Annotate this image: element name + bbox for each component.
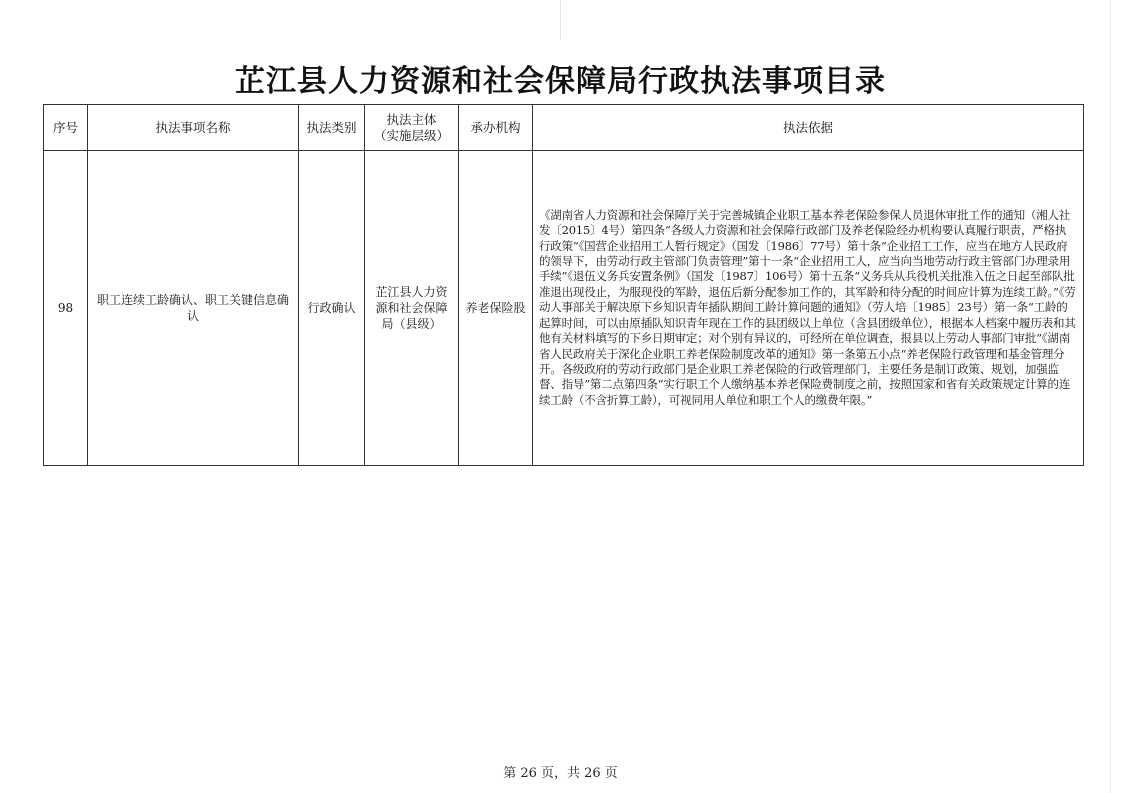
cell-subject: 芷江县人力资源和社会保障局（县级） — [365, 151, 459, 466]
table-row — [44, 151, 1084, 466]
header-department: 承办机构 — [459, 105, 533, 151]
cell-seq: 98 — [44, 151, 88, 466]
cell-item-name: 职工连续工龄确认、职工关键信息确认 — [88, 151, 299, 466]
header-seq: 序号 — [44, 105, 88, 151]
header-subject-line1: 执法主体 — [386, 111, 437, 127]
header-subject-line2: （实施层级） — [373, 127, 449, 143]
header-basis: 执法依据 — [533, 105, 1084, 151]
header-category: 执法类别 — [299, 105, 365, 151]
table-header-row — [44, 105, 1084, 151]
header-subject — [365, 105, 459, 151]
cell-department: 养老保险股 — [459, 151, 533, 466]
header-item-name: 执法事项名称 — [88, 105, 299, 151]
scan-fold-line — [560, 0, 561, 40]
page-footer: 第 26 页，共 26 页 — [503, 766, 618, 781]
enforcement-items-table — [43, 104, 1084, 466]
cell-category: 行政确认 — [299, 151, 365, 466]
scan-edge-line — [1110, 0, 1111, 793]
document-title: 芷江县人力资源和社会保障局行政执法事项目录 — [235, 64, 886, 99]
cell-basis: 《湖南省人力资源和社会保障厅关于完善城镇企业职工基本养老保险参保人员退休审批工作的通知（湘人社发〔2015〕4号）第四条“各级人力资源和社会保障行政部门及养老保险经办机构要认真履行职责，严格执行政策”《国营企业招用工人暂行规定》（国发〔1986〕77号）第十条“企业招工工作，应当在地方人民政府的领导下，由劳动行政主管部门负责管理”第十一条“企业招用工人，应当向当地劳动行政主管部门办理录用手续”《退伍义务兵安置条例》（国发〔1987〕106号）第十五条“义务兵从兵役机关批准入伍之日起至部队批准退出现役止，为服现役的军龄，退伍后新分配参加工作的，其军龄和待分配的时间应计算为连续工龄。”《劳动人事部关于解决原下乡知识青年插队期间工龄计算问题的通知》（劳人培〔1985〕23号）第一条“工龄的起算时间，可以由原插队知识青年现在工作的县团级以上单位（含县团级单位），根据本人档案中履历表和其他有关材料填写的下乡日期审定；对个别有异议的，可经所在单位调查，报县以上劳动人事部门审批”《湖南省人民政府关于深化企业职工养老保险制度改革的通知》第一条第五小点“养老保险行政管理和基金管理分开。各级政府的劳动行政部门是企业职工养老保险的行政管理部门，主要任务是制订政策、规划，加强监督、指导”第二点第四条“实行职工个人缴纳基本养老保险费制度之前，按照国家和省有关政策规定计算的连续工龄（不含折算工龄），可视同用人单位和职工个人的缴费年限。” — [533, 151, 1084, 466]
